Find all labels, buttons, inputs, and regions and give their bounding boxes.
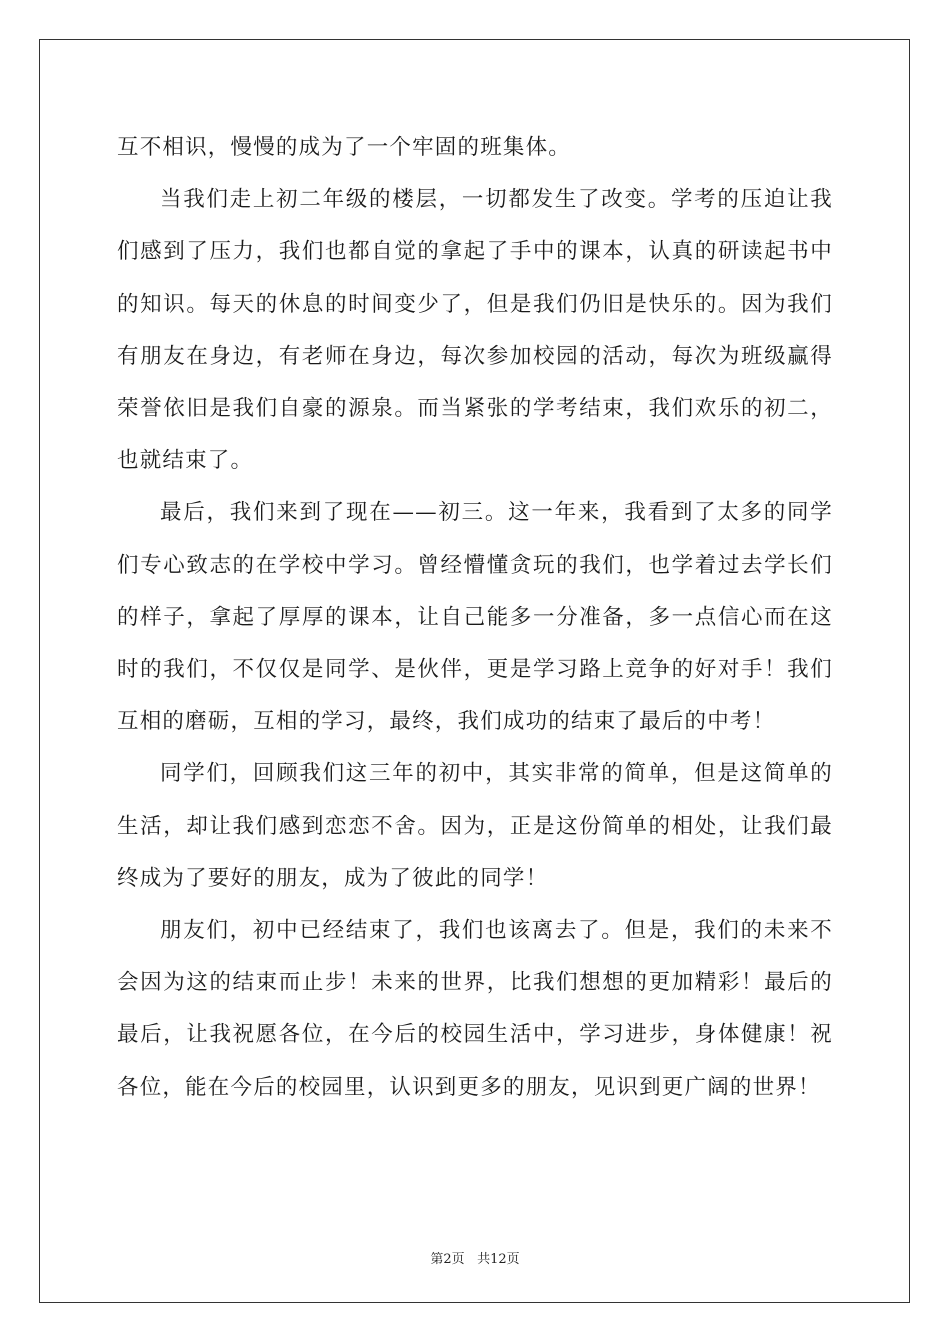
page-total: 共12页 — [477, 1252, 520, 1267]
paragraph: 同学们，回顾我们这三年的初中，其实非常的简单，但是这简单的生活，却让我们感到恋恋不舍。因为，正是这份简单的相处，让我们最终成为了要好的朋友，成为了彼此的同学！ — [117, 761, 833, 891]
page-footer — [0, 1248, 950, 1267]
page-number: 第2页 — [430, 1252, 465, 1267]
paragraph: 最后，我们来到了现在——初三。这一年来，我看到了太多的同学们专心致志的在学校中学习。曾经懵懂贪玩的我们，也学着过去学长们的样子，拿起了厚厚的课本，让自己能多一分准备，多一点信心而在这时的我们，不仅仅是同学、是伙伴，更是学习路上竞争的好对手！我们互相的磨砺，互相的学习，最终，我们成功的结束了最后的中考！ — [117, 500, 833, 735]
paragraph: 朋友们，初中已经结束了，我们也该离去了。但是，我们的未来不会因为这的结束而止步！未来的世界，比我们想想的更加精彩！最后的最后，让我祝愿各位，在今后的校园生活中，学习进步，身体健康！祝各位，能在今后的校园里，认识到更多的朋友，见识到更广阔的世界！ — [117, 918, 833, 1100]
paragraph: 互不相识，慢慢的成为了一个牢固的班集体。 — [117, 135, 572, 160]
paragraph: 当我们走上初二年级的楼层，一切都发生了改变。学考的压迫让我们感到了压力，我们也都自觉的拿起了手中的课本，认真的研读起书中的知识。每天的休息的时间变少了，但是我们仍旧是快乐的。因为我们有朋友在身边，有老师在身边，每次参加校园的活动，每次为班级赢得荣誉依旧是我们自豪的源泉。而当紧张的学考结束，我们欢乐的初二，也就结束了。 — [117, 187, 833, 474]
document-body — [117, 122, 833, 1114]
